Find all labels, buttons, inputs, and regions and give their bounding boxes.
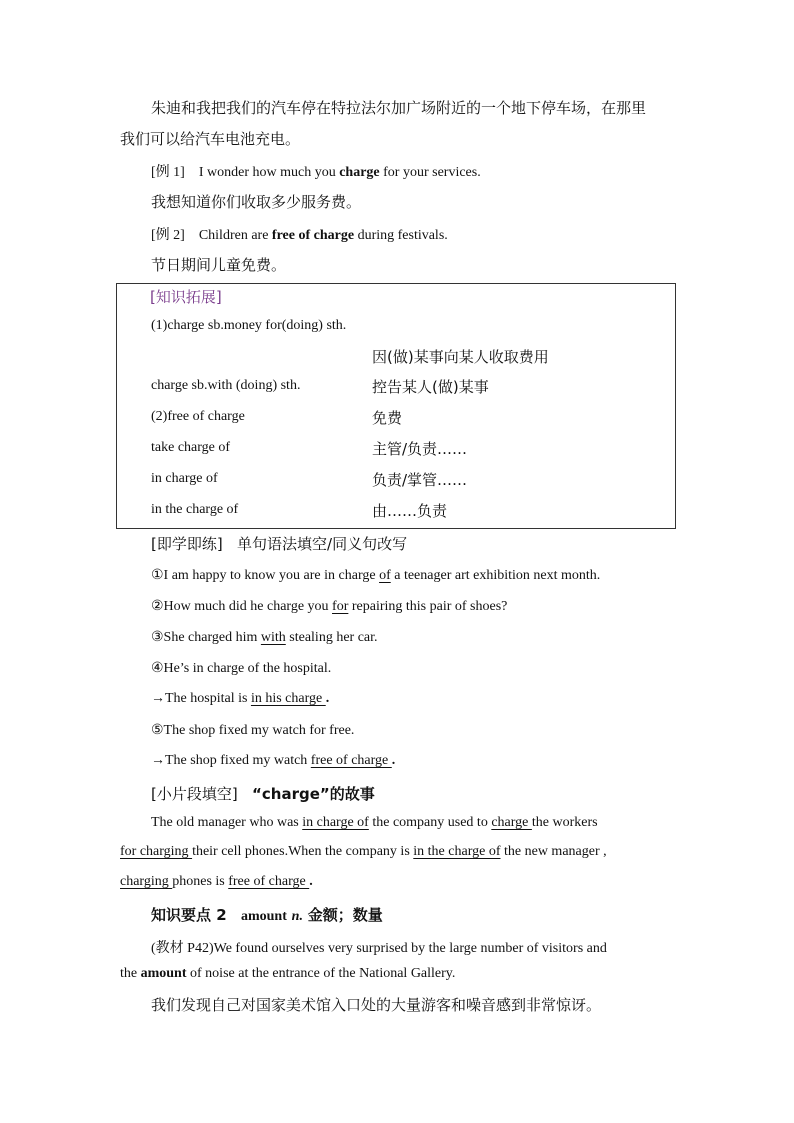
example-2-key: free of charge <box>271 228 355 243</box>
example-1-tag: [例 1] <box>151 165 185 180</box>
story-l3-period: . <box>309 874 313 889</box>
story-line-2 <box>120 844 607 860</box>
practice-title: [即学即练] <box>151 535 223 553</box>
story-l1-text: The old manager who was <box>151 815 303 830</box>
practice-q5: ⑤The shop fixed my watch for free. <box>151 723 355 738</box>
story-l3-answer-2: free of charge <box>228 874 310 889</box>
q1-text: ①I am happy to know you are in charge <box>151 568 380 583</box>
q4b-text: →The hospital is <box>151 691 251 706</box>
expansion-row-6-en: in the charge of <box>151 502 239 517</box>
q4b-answer: in his charge <box>250 691 326 706</box>
q3-text-end: stealing her car. <box>285 630 378 645</box>
story-l1-answer-2: charge <box>491 815 532 830</box>
q3-text: ③She charged him <box>151 630 261 645</box>
story-l1-text-3: the workers <box>531 815 598 830</box>
example-1-post: for your services. <box>379 165 481 180</box>
expansion-row-5-en: in charge of <box>151 471 218 486</box>
textbook-translation: 我们发现自己对国家美术馆入口处的大量游客和噪音感到非常惊讶。 <box>151 996 602 1014</box>
q5b-period: . <box>391 753 396 768</box>
example-2-post: during festivals. <box>354 228 448 243</box>
q3-answer: with <box>260 630 286 645</box>
story-l2-text: their cell phones.When the company is <box>192 844 414 859</box>
story-line-1 <box>151 815 598 831</box>
story-l1-answer-1: in charge of <box>302 815 369 830</box>
q2-text: ②How much did he charge you <box>151 599 333 614</box>
example-1-key: charge <box>339 165 380 180</box>
q2-answer: for <box>332 599 349 614</box>
expansion-row-4-en: take charge of <box>151 440 231 455</box>
example-1 <box>151 161 481 181</box>
practice-q5-rewrite <box>151 753 395 769</box>
q5b-text: →The shop fixed my watch <box>151 753 311 768</box>
story-l3-answer-1: charging <box>120 874 173 889</box>
textbook-l2-key: amount <box>140 966 187 981</box>
story-l2-answer-2: in the charge of <box>413 844 501 859</box>
expansion-row-4-cn: 主管/负责…… <box>372 440 468 458</box>
example-1-translation: 我想知道你们收取多少服务费。 <box>151 193 362 211</box>
expansion-title: [知识拓展] <box>150 288 222 306</box>
story-title: [小片段填空] <box>151 785 238 803</box>
expansion-row-1-cn: 因(做)某事向某人收取费用 <box>372 348 549 366</box>
textbook-line-1: (教材 P42)We found ourselves very surprised by the large number of visitors and <box>151 941 607 956</box>
example-2 <box>151 224 448 244</box>
practice-q2 <box>151 598 507 615</box>
textbook-l2-post: of noise at the entrance of the National Gallery. <box>186 966 456 981</box>
knowledge-point-2 <box>151 904 383 925</box>
point2-meaning: 金额；数量 <box>307 906 383 924</box>
story-l3-text: phones is <box>172 874 229 889</box>
q1-answer: of <box>379 568 391 583</box>
point2-label: 知识要点 2 <box>151 906 227 924</box>
practice-q1 <box>151 567 600 584</box>
story-l2-text-2: the new manager , <box>500 844 607 859</box>
q1-text-end: a teenager art exhibition next month. <box>390 568 601 583</box>
expansion-row-1-en: (1)charge sb.money for(doing) sth. <box>151 318 347 333</box>
practice-header <box>151 533 407 554</box>
practice-q4: ④He’s in charge of the hospital. <box>151 661 332 676</box>
expansion-row-2-en: charge sb.with (doing) sth. <box>151 378 301 393</box>
expansion-row-2-cn: 控告某人(做)某事 <box>372 378 489 396</box>
expansion-row-5-cn: 负责/掌管…… <box>372 471 468 489</box>
q4b-period: . <box>325 691 330 706</box>
example-2-pre: Children are <box>198 228 272 243</box>
practice-q3 <box>151 629 378 646</box>
q5b-answer: free of charge <box>310 753 392 768</box>
story-line-3 <box>120 874 313 890</box>
story-subtitle: “charge”的故事 <box>252 785 375 803</box>
textbook-l2-pre: the <box>120 966 141 981</box>
q2-text-end: repairing this pair of shoes? <box>348 599 508 614</box>
expansion-row-3-cn: 免费 <box>372 409 403 427</box>
textbook-line-2 <box>120 966 455 982</box>
example-2-tag: [例 2] <box>151 228 185 243</box>
intro-line-1: 朱迪和我把我们的汽车停在特拉法尔加广场附近的一个地下停车场，在那里 <box>151 99 647 117</box>
story-l2-answer-1: for charging <box>120 844 193 859</box>
expansion-row-3-en: (2)free of charge <box>151 409 245 424</box>
point2-pos: n. <box>291 909 303 924</box>
story-header <box>151 783 375 804</box>
point2-word: amount <box>240 909 287 924</box>
expansion-row-6-cn: 由……负责 <box>372 502 448 520</box>
story-l1-text-2: the company used to <box>368 815 492 830</box>
practice-subtitle: 单句语法填空/同义句改写 <box>237 535 408 553</box>
practice-q4-rewrite <box>151 691 329 707</box>
example-1-pre: I wonder how much you <box>198 165 340 180</box>
intro-line-2: 我们可以给汽车电池充电。 <box>120 130 301 148</box>
example-2-translation: 节日期间儿童免费。 <box>151 256 287 274</box>
